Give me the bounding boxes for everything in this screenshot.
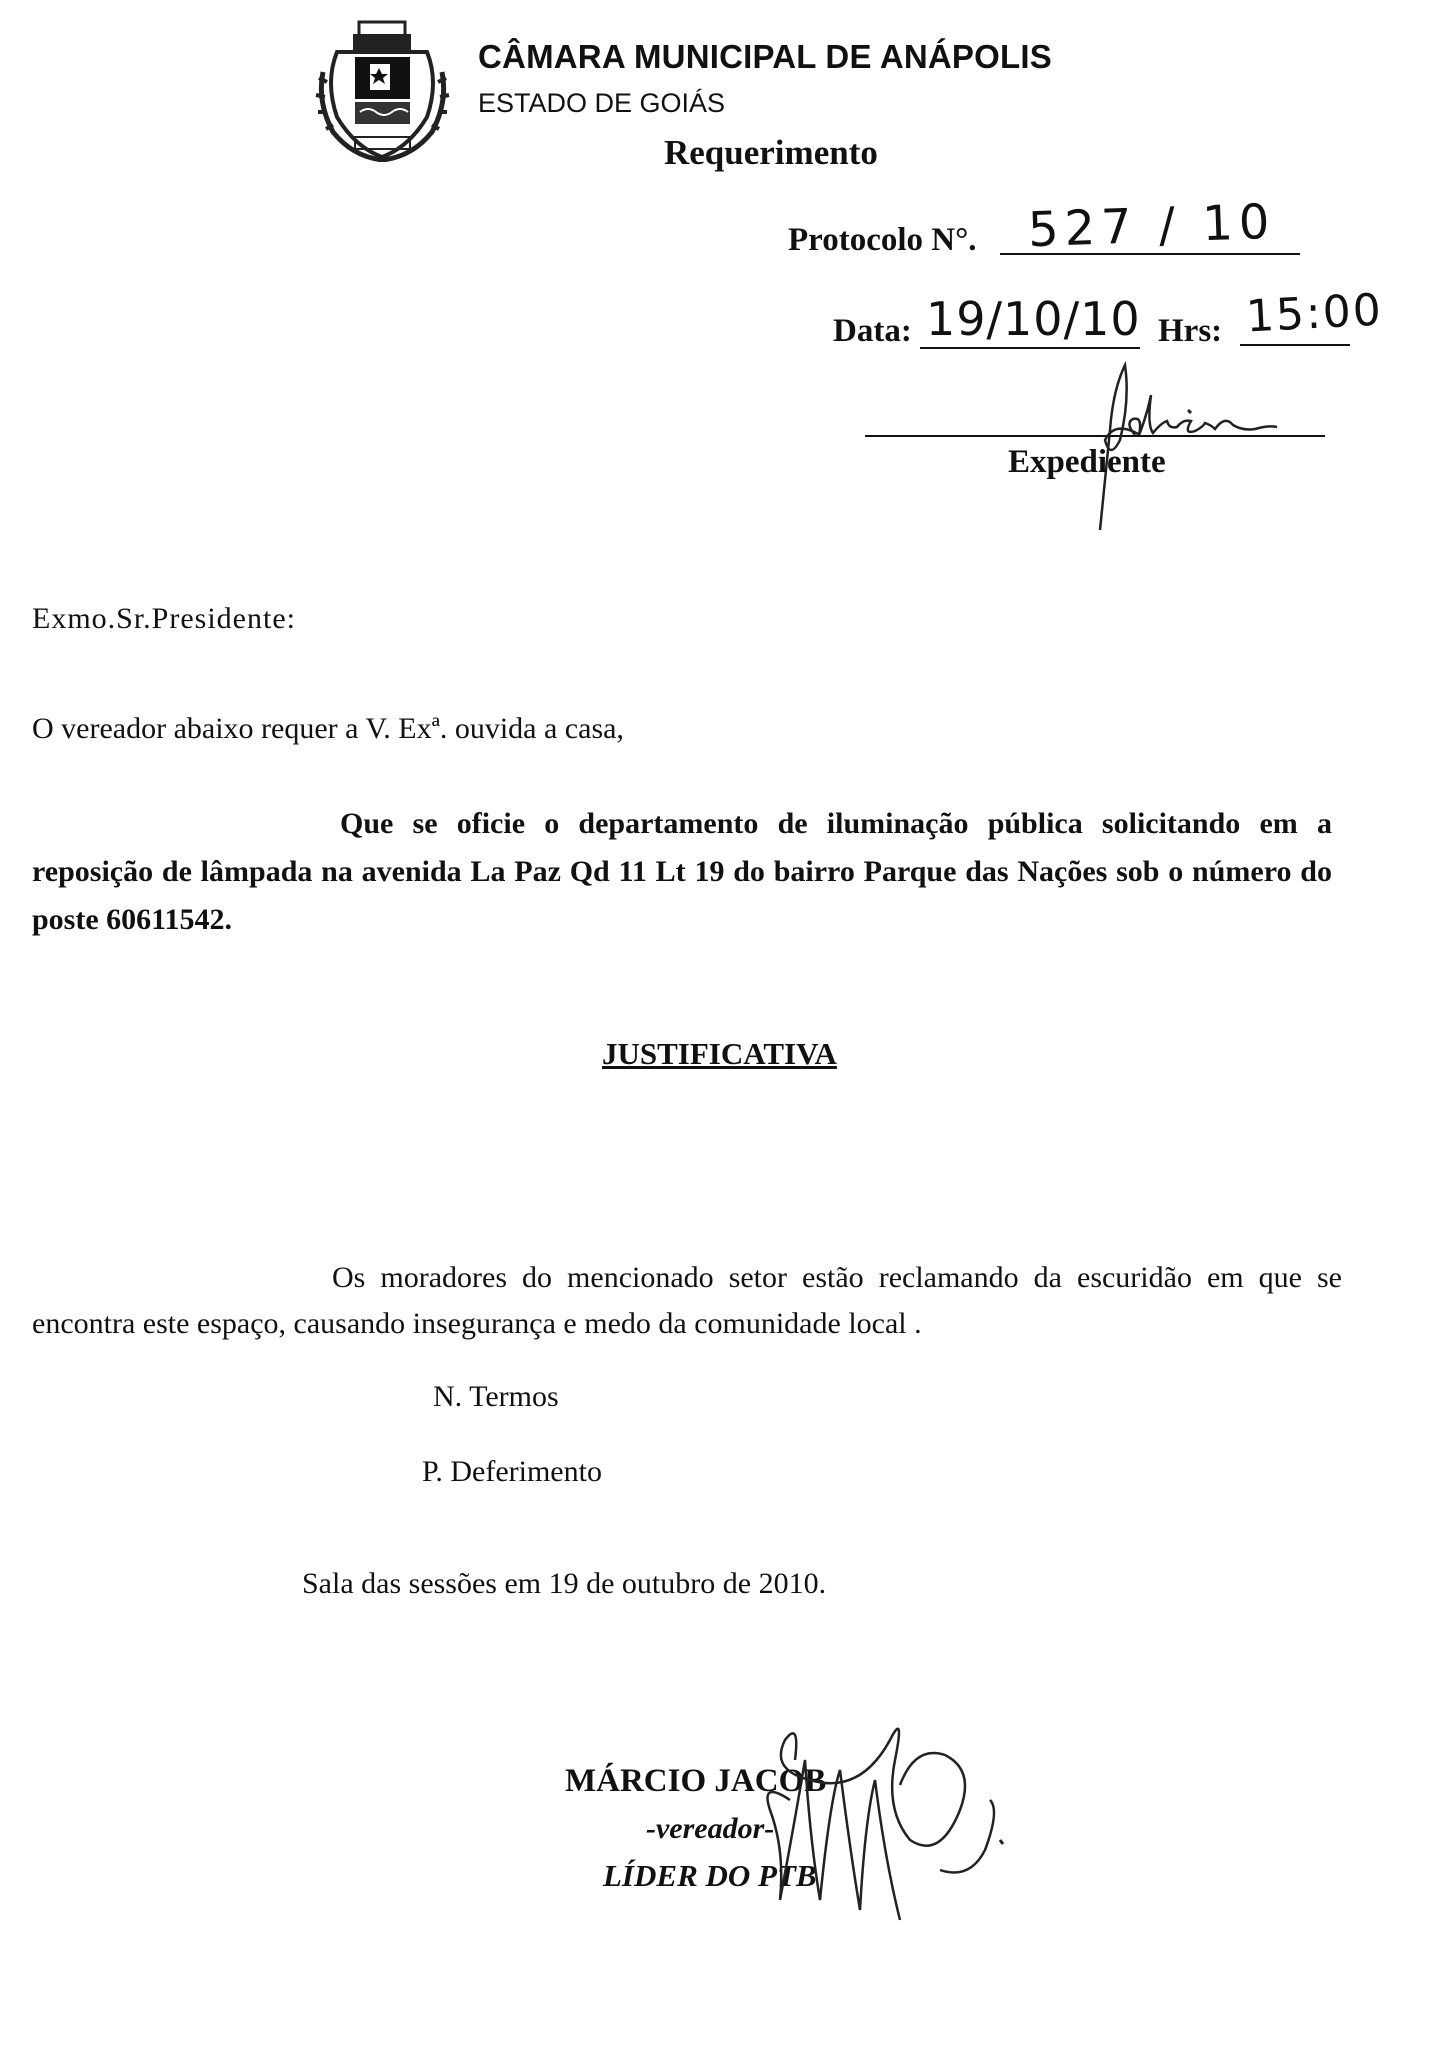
time-value: 15:00 [1244, 284, 1385, 343]
request-paragraph [32, 800, 1332, 944]
signer-party: LÍDER DO PTB [603, 1858, 817, 1893]
time-underline [1240, 344, 1350, 346]
protocol-number: 527 / 10 [1027, 193, 1277, 259]
closing-terms: N. Termos [433, 1380, 559, 1413]
protocol-label: Protocolo N°. [788, 222, 977, 258]
justification-text: Os moradores do mencionado setor estão reclamando da escuridão em que se encontra este espaço, causando insegurança e medo da comunidade local . [32, 1261, 1342, 1340]
organization-name: CÂMARA MUNICIPAL DE ANÁPOLIS [478, 38, 1052, 75]
handwritten-signature [700, 1700, 1020, 1930]
date-label: Data: [833, 313, 912, 349]
expedient-label: Expediente [1008, 444, 1166, 480]
justification-title: JUSTIFICATIVA [602, 1036, 837, 1071]
justification-paragraph [32, 1255, 1342, 1347]
date-value: 19/10/10 [926, 292, 1141, 346]
coat-of-arms-icon [315, 12, 450, 162]
place-and-date: Sala das sessões em 19 de outubro de 2010. [302, 1567, 827, 1600]
closing-deferment: P. Deferimento [422, 1455, 602, 1488]
time-label: Hrs: [1158, 313, 1223, 349]
salutation: Exmo.Sr.Presidente: [32, 602, 296, 635]
request-text: Que se oficie o departamento de iluminação pública solicitando em a reposição de lâmpada na avenida La Paz Qd 11 Lt 19 do bairro Parque das Nações sob o número do poste 60611542. [32, 807, 1332, 936]
state-name: ESTADO DE GOIÁS [478, 88, 726, 118]
signer-role: -vereador- [646, 1812, 775, 1845]
document-title: Requerimento [664, 133, 878, 172]
date-underline [920, 347, 1140, 349]
intro-paragraph: O vereador abaixo requer a V. Exª. ouvida a casa, [32, 712, 624, 745]
signer-name: MÁRCIO JACOB [565, 1763, 827, 1799]
